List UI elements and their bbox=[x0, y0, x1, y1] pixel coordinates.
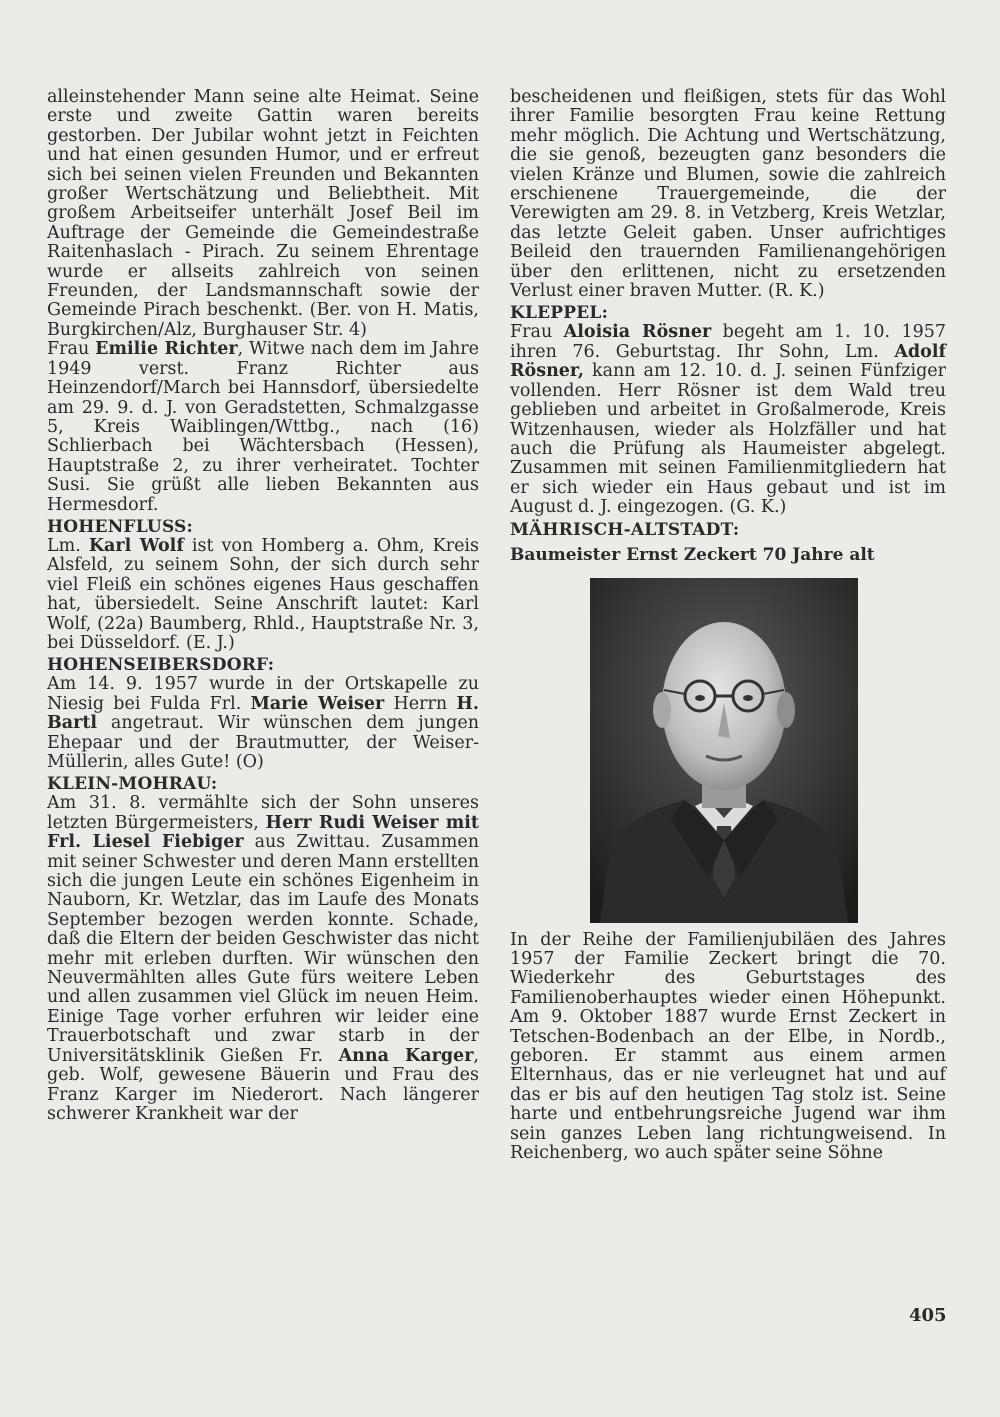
paragraph-wolf bbox=[47, 537, 479, 653]
paragraph-beil: alleinstehender Mann seine alte Heimat. Seine erste und zweite Gattin waren bereits gestorben. Der Jubilar wohnt jetzt in Feichten und hat einen gesunden Humor, und er erfreut sich bei seinen vielen Freunden und Bekannten großer Wertschätzung und Beliebtheit. Mit großem Arbeitseifer unterhält Josef Beil im Auftrage der Gemeinde die Gemeindestraße Raitenhaslach - Pirach. Zu seinem Ehrentage wurde er allseits zahlreich von seinen Freunden, der Landsmannschaft sowie der Gemeinde Pirach beschenkt. (Ber. von H. Matis, Burgkirchen/Alz, Burghauser Str. 4) bbox=[47, 87, 479, 340]
text: , geb. Wolf, gewesene Bäuerin und Frau des Franz Karger im Niederort. Nach längerer schwerer Krankheit war der bbox=[47, 1045, 479, 1124]
text: Am 31. 8. vermählte sich der Sohn unseres letzten Bürgermeisters, bbox=[47, 793, 479, 833]
person-name: H. Bartl bbox=[47, 693, 479, 734]
heading-maehrisch-altstadt: MÄHRISCH-ALTSTADT: bbox=[510, 519, 740, 540]
text: Am 14. 9. 1957 wurde in der Ortskapelle zu Niesig bei Fulda Frl. bbox=[47, 674, 479, 714]
subheading-zeckert: Baumeister Ernst Zeckert 70 Jahre alt bbox=[510, 544, 875, 565]
person-name: Marie Weiser bbox=[250, 693, 385, 714]
text: Herrn bbox=[384, 693, 457, 714]
text: ist von Homberg a. Ohm, Kreis Alsfeld, zu seinem Sohn, der sich durch sehr viel Fleiß ein schönes eigenes Haus geschaffen hat, übersiedelt. Seine Anschrift lautet: Karl Wolf, (22a) Baumberg, Rhld., Hauptstraße Nr. 3, bei Düsseldorf. (E. J.) bbox=[47, 535, 480, 653]
heading-klein-mohrau: KLEIN-MOHRAU: bbox=[47, 774, 218, 795]
person-name: Herr Rudi Weiser mit Frl. Liesel Fiebiger bbox=[47, 812, 479, 853]
paragraph-karger-continued: bescheidenen und fleißigen, stets für das Wohl ihrer Familie besorgten Frau keine Rettung mehr möglich. Die Achtung und Wertschätzung, die sie genoß, bezeugten ganz besonders die vielen Kränze und Blumen, sowie die zahlreich erschienene Trauergemeinde, die der Verewigten am 29. 8. in Vetzberg, Kreis Wetzlar, das letzte Geleit gaben. Unser aufrichtiges Beileid den trauernden Familienangehörigen über den erlittenen, nicht zu ersetzenden Verlust einer braven Mutter. (R. K.) bbox=[510, 87, 946, 302]
paragraph-klein-mohrau bbox=[47, 794, 479, 1124]
page-number: 405 bbox=[909, 1305, 947, 1326]
text: aus Zwittau. Zusammen mit seiner Schwester und deren Mann erstellten sich die jungen Leute ein schönes Eigenheim in Nauborn, Kr. Wetzlar, das im Laufe des Monats September bezogen werden konnte. Schade, daß die Eltern der beiden Geschwister das nicht mehr mit erleben durften. Wir wünschen den Neuvermählten alles Gute fürs weitere Leben und allen zusammen viel Glück im neuen Heim. Einige Tage vorher erfuhren wir leider eine Trauerbotschaft und zwar starb in der Universitätsklinik Gießen Fr. bbox=[47, 832, 479, 1066]
text: angetraut. Wir wünschen dem jungen Ehepaar und der Brautmutter, der Weiser-Müllerin, alles Gute! (O) bbox=[47, 713, 479, 772]
person-name: Aloisia Rösner bbox=[563, 322, 712, 343]
paragraph-roesner bbox=[510, 323, 946, 517]
heading-hohenfluss: HOHENFLUSS: bbox=[47, 516, 194, 537]
heading-kleppel: KLEPPEL: bbox=[510, 303, 609, 324]
paragraph-zeckert: In der Reihe der Familienjubiläen des Jahres 1957 der Familie Zeckert bringt die 70. Wiederkehr des Geburtstages des Familienoberhauptes wieder einen Höhepunkt. Am 9. Oktober 1887 wurde Ernst Zeckert in Tetschen-Bodenbach an der Elbe, in Nordb., geboren. Er stammt aus einem armen Elternhaus, das er nie verleugnet hat und auf das er bis auf den heutigen Tag stolz ist. Seine harte und entbehrungsreiche Jugend war ihm sein ganzes Leben lang richtungweisend. In Reichenberg, wo auch später seine Söhne bbox=[510, 929, 946, 1163]
left-column bbox=[47, 88, 479, 1124]
text: Frau bbox=[510, 322, 564, 343]
person-name: Adolf Rösner, bbox=[510, 341, 946, 382]
text: begeht am 1. 10. 1957 ihren 76. Geburtstag. Ihr Sohn, Lm. bbox=[510, 322, 947, 362]
text: Lm. bbox=[47, 535, 89, 556]
paragraph-weiser bbox=[47, 675, 479, 772]
person-name: Anna Karger bbox=[338, 1045, 474, 1066]
paragraph-richter bbox=[47, 340, 479, 515]
text: kann am 12. 10. d. J. seinen Fünfziger vollenden. Herr Rösner ist dem Wald treu geblieben und arbeitet in Großalmerode, Kreis Witzenhausen, wieder als Holzfäller und hat auch die Prüfung als Haumeister abgelegt. Zusammen mit seinen Familienmitgliedern hat er sich wieder ein Haus gebaut und ist im August d. J. eingezogen. (G. K.) bbox=[510, 361, 946, 518]
heading-hohenseibersdorf: HOHENSEIBERSDORF: bbox=[47, 655, 275, 676]
person-name: Karl Wolf bbox=[88, 535, 184, 556]
text: Frau bbox=[47, 339, 96, 360]
right-column bbox=[510, 88, 946, 1163]
portrait-photo bbox=[590, 578, 858, 923]
text: , Witwe nach dem im Jahre 1949 verst. Franz Richter aus Heinzendorf/March bei Hannsdorf, übersiedelte am 29. 9. d. J. von Geradstetten, Schmalzgasse 5, Kreis Waiblingen/Wttbg., nach (16) Schlierbach bei Wächtersbach (Hessen), Hauptstraße 2, zu ihrer verheiratet. Tochter Susi. Sie grüßt alle lieben Bekannten aus Hermesdorf. bbox=[47, 339, 479, 515]
person-name: Emilie Richter bbox=[95, 339, 238, 360]
